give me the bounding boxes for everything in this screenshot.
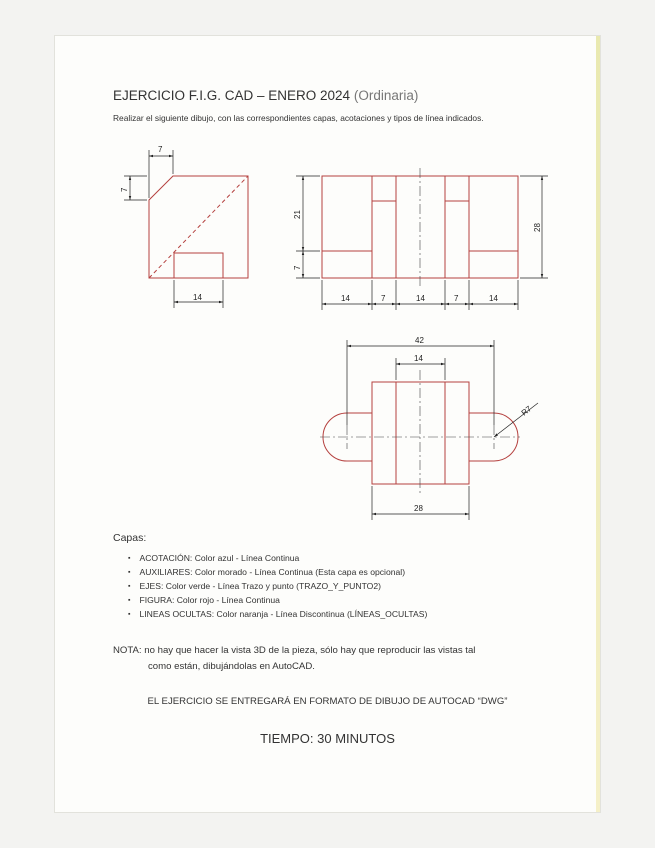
time-limit: TIEMPO: 30 MINUTOS [260,731,395,746]
front-view-dimensions [296,176,548,310]
side-view-dimensions [124,150,223,308]
top-view-body [372,382,469,484]
delivery-text: EL EJERCICIO SE ENTREGARÁ EN FORMATO DE DIBUJO DE AUTOCAD “DWG” [147,696,508,707]
top-view-dimensions [347,340,538,520]
right-rounded-lug [469,413,518,461]
dim-7-front: 7 [293,265,302,270]
dim-28-right: 28 [533,223,542,232]
layer-item: ▪ LINEAS OCULTAS: Color naranja - Línea Discontinua (LÍNEAS_OCULTAS) [128,607,427,621]
note-text [113,643,553,675]
layer-item: ▪ FIGURA: Color rojo - Línea Continua [128,593,427,607]
dim-14-left: 14 [193,293,202,302]
dim-7-left: 7 [120,187,129,192]
layer-item: ▪ EJES: Color verde - Línea Trazo y punto (TRAZO_Y_PUNTO2) [128,579,427,593]
note-line-2: como están, dibujándolas en AutoCAD. [148,661,315,672]
dim-28-bottom: 28 [414,504,423,513]
intro-text: Realizar el siguiente dibujo, con las correspondientes capas, acotaciones y tipos de línea indicados. [113,113,484,123]
dim-14-c: 14 [489,294,498,303]
side-view [149,176,248,278]
dim-7-top: 7 [158,145,163,154]
title-main: EJERCICIO F.I.G. CAD – ENERO 2024 [113,88,351,103]
layer-item: ▪ AUXILIARES: Color morado - Línea Continua (Esta capa es opcional) [128,565,427,579]
dim-7-a: 7 [381,294,386,303]
side-view-slot [174,253,223,278]
top-view [323,382,518,484]
dim-42: 42 [415,336,424,345]
layers-heading: Capas: [113,532,147,544]
dim-14-b: 14 [416,294,425,303]
layer-item: ▪ ACOTACIÓN: Color azul - Línea Continua [128,551,427,565]
top-view-axes [320,370,520,494]
note-line-1: NOTA: no hay que hacer la vista 3D de la pieza, sólo hay que reproducir las vistas tal [113,645,476,656]
dim-14-a: 14 [341,294,350,303]
dim-14-top: 14 [414,354,423,363]
title-suffix: (Ordinaria) [353,88,419,103]
layers-list [128,551,427,621]
dim-21: 21 [293,210,302,219]
dim-r7: R7 [519,404,534,418]
side-view-hidden-diagonal [149,176,248,278]
dim-7-b: 7 [454,294,459,303]
